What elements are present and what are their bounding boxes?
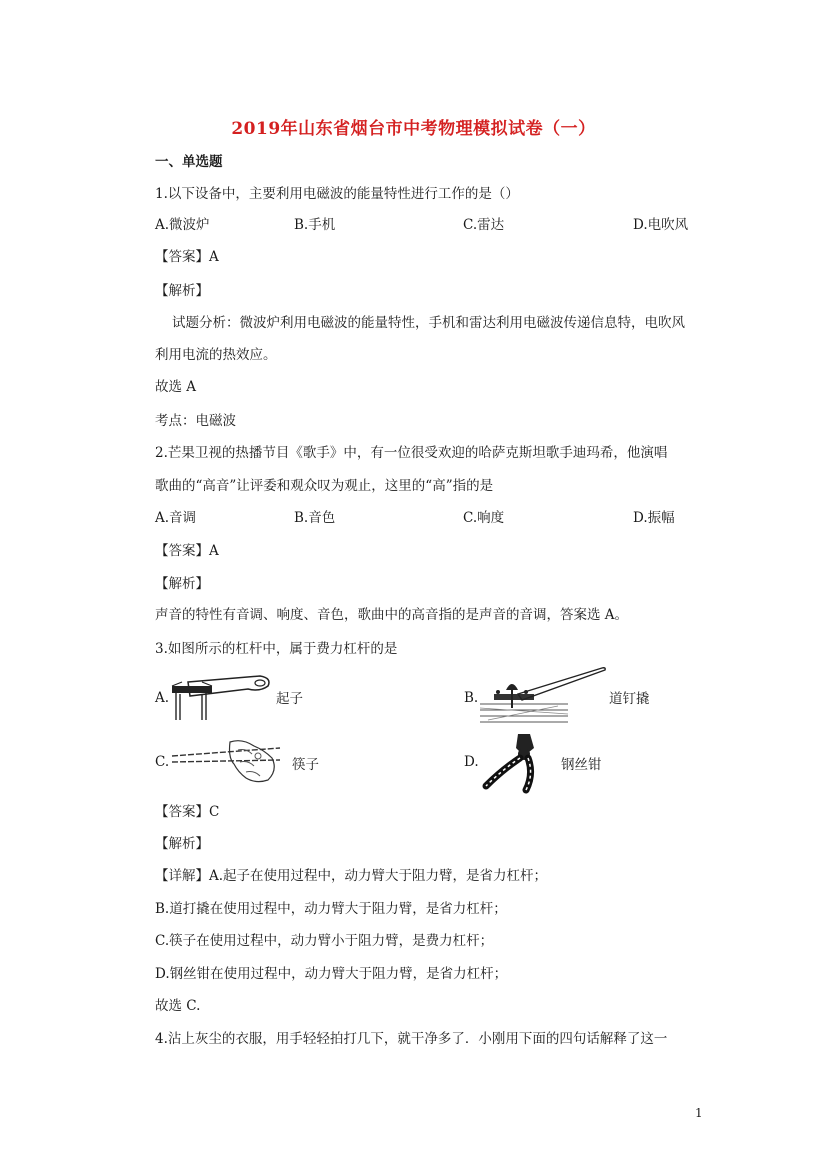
q1-analysis-label: 【解析】 — [155, 283, 209, 299]
q1-option-a: A.微波炉 — [155, 217, 210, 233]
q3-answer: 【答案】C — [155, 804, 220, 820]
q2-option-c: C.响度 — [463, 510, 505, 526]
q3-option-b-letter: B. — [464, 690, 479, 706]
q3-option-a-letter: A. — [155, 690, 170, 706]
q2-answer: 【答案】A — [155, 543, 219, 559]
q3-option-c-letter: C. — [155, 754, 170, 770]
q2-analysis-line1: 声音的特性有音调、响度、音色，歌曲中的高音指的是声音的音调，答案选 A。 — [155, 607, 629, 623]
section-heading: 一、单选题 — [155, 154, 223, 170]
q1-answer: 【答案】A — [155, 249, 219, 265]
chopsticks-icon — [168, 736, 288, 786]
q3-stem: 3.如图所示的杠杆中，属于费力杠杆的是 — [155, 641, 398, 657]
page-number: 1 — [695, 1106, 703, 1120]
q2-option-b: B.音色 — [294, 510, 336, 526]
q2-option-d: D.振幅 — [633, 510, 675, 526]
pliers-icon — [478, 730, 558, 794]
q2-analysis-label: 【解析】 — [155, 576, 209, 592]
q3-caption-a: 起子 — [276, 691, 303, 707]
q3-caption-d: 钢丝钳 — [561, 757, 602, 773]
q3-caption-c: 筷子 — [292, 757, 319, 773]
q1-analysis-line2: 利用电流的热效应。 — [155, 347, 277, 363]
q1-option-d: D.电吹风 — [633, 217, 689, 233]
q1-point: 考点：电磁波 — [155, 413, 236, 429]
q1-option-c: C.雷达 — [463, 217, 505, 233]
q3-option-d-letter: D. — [464, 754, 479, 770]
spike-lever-icon — [478, 664, 608, 726]
q3-detail-line2: B.道打撬在使用过程中，动力臂大于阻力臂，是省力杠杆； — [155, 901, 507, 917]
document-title: 2019年山东省烟台市中考物理模拟试卷（一） — [231, 119, 596, 139]
q3-analysis-label: 【解析】 — [155, 836, 209, 852]
q3-caption-b: 道钉撬 — [609, 691, 650, 707]
q1-stem: 1.以下设备中，主要利用电磁波的能量特性进行工作的是（） — [155, 186, 519, 202]
q2-stem-line1: 2.芒果卫视的热播节目《歌手》中，有一位很受欢迎的哈萨克斯坦歌手迪玛希，他演唱 — [155, 445, 668, 461]
bottle-opener-icon — [168, 670, 274, 722]
q2-stem-line2: 歌曲的“高音”让评委和观众叹为观止，这里的“高”指的是 — [155, 478, 494, 494]
q3-detail-line3: C.筷子在使用过程中，动力臂小于阻力臂，是费力杠杆； — [155, 933, 494, 949]
q4-stem-line1: 4.沾上灰尘的衣服，用手轻轻拍打几下，就干净多了．小刚用下面的四句话解释了这一 — [155, 1031, 668, 1047]
q3-detail-line4: D.钢丝钳在使用过程中，动力臂大于阻力臂，是省力杠杆； — [155, 966, 508, 982]
q3-detail-line1: 【详解】A.起子在使用过程中，动力臂大于阻力臂，是省力杠杆； — [155, 868, 548, 884]
q1-analysis-line1: 试题分析：微波炉利用电磁波的能量特性，手机和雷达利用电磁波传递信息特，电吹风 — [172, 315, 685, 331]
q1-conclusion: 故选 A — [155, 379, 197, 395]
q3-conclusion: 故选 C. — [155, 998, 201, 1014]
q1-option-b: B.手机 — [294, 217, 336, 233]
q2-option-a: A.音调 — [155, 510, 197, 526]
